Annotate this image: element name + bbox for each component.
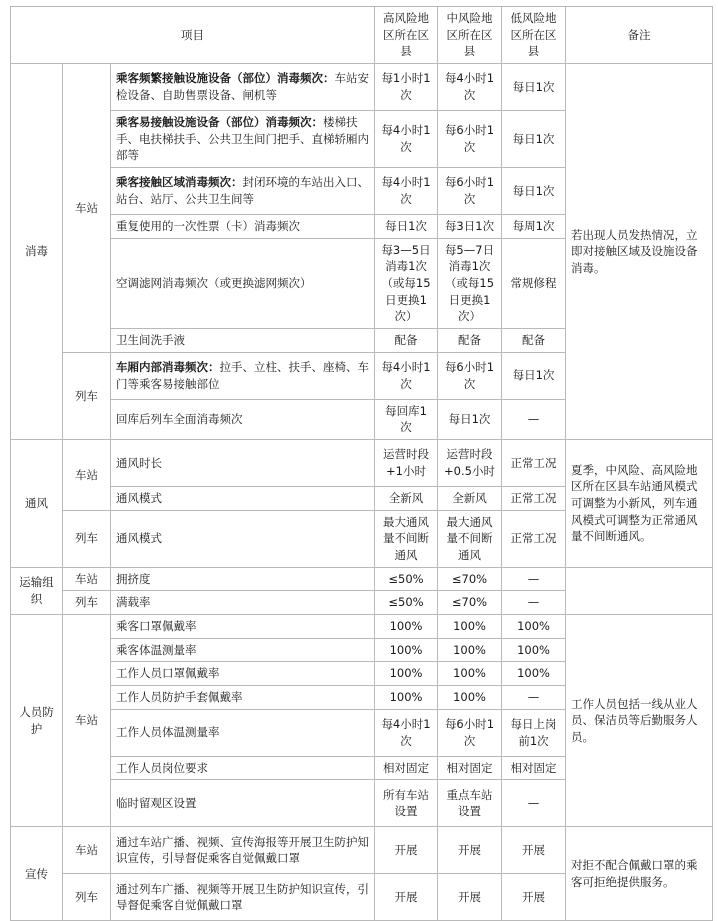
value-cell-mid-risk: 每6小时1次 (438, 709, 502, 756)
item-label-bold: 乘客频繁接触设施设备（部位）消毒频次： (116, 71, 335, 86)
value-cell-mid-risk: 每6小时1次 (438, 111, 502, 168)
item-label-bold: 乘客易接触设施设备（部位）消毒频次： (116, 115, 323, 130)
item-label-text: 工作人员体温测量率 (116, 725, 220, 740)
value-cell-mid-risk: 100% (438, 638, 502, 662)
item-label-text: 通过列车广播、视频等开展卫生防护知识宣传，引导督促乘客自觉佩戴口罩 (116, 881, 369, 913)
value-cell-low-risk: 正常工况 (502, 440, 566, 487)
item-label-text: 重复使用的一次性票（卡）消毒频次 (116, 219, 300, 234)
value-cell-high-risk: 全新风 (375, 487, 438, 511)
item-cell (111, 827, 375, 874)
category-cell-1: 通风 (11, 440, 63, 568)
subgroup-cell: 车站 (63, 615, 111, 827)
value-cell-high-risk: 每日1次 (375, 215, 438, 239)
value-cell-mid-risk: 100% (438, 686, 502, 710)
item-cell (111, 168, 375, 215)
value-cell-mid-risk: ≤70% (438, 591, 502, 615)
column-header-note: 备注 (566, 7, 713, 64)
item-label-bold: 乘客接触区域消毒频次： (116, 175, 243, 190)
value-cell-low-risk: — (502, 780, 566, 827)
value-cell-high-risk: 100% (375, 615, 438, 639)
header-row (11, 7, 713, 64)
item-label-text: 拉手、立柱、扶手、座椅、车门等乘客易接触部位 (116, 360, 369, 391)
item-cell (111, 874, 375, 921)
value-cell-high-risk: 每4小时1次 (375, 709, 438, 756)
value-cell-low-risk: 相对固定 (502, 756, 566, 780)
note-cell: 工作人员包括一线从业人员、保洁员等后勤服务人员。 (566, 615, 713, 827)
value-cell-low-risk: — (502, 686, 566, 710)
subgroup-cell: 车站 (63, 567, 111, 591)
column-header-mid-risk: 中风险地区所在区县 (438, 7, 502, 64)
value-cell-high-risk: 每1小时1次 (375, 64, 438, 111)
item-label-text: 封闭环境的车站出入口、站台、站厅、公共卫生间等 (116, 175, 369, 207)
item-cell (111, 567, 375, 591)
item-label-text: 临时留观区设置 (116, 796, 197, 811)
value-cell-high-risk: 每4小时1次 (375, 352, 438, 399)
epidemic-prevention-table (10, 6, 713, 921)
value-cell-low-risk: 每日1次 (502, 111, 566, 168)
subgroup-cell: 列车 (63, 352, 111, 439)
table-body (11, 64, 713, 921)
category-cell-0: 消毒 (11, 64, 63, 440)
value-cell-mid-risk: 全新风 (438, 487, 502, 511)
category-cell-3: 人员防护 (11, 615, 63, 827)
subgroup-cell: 车站 (63, 64, 111, 353)
item-label-text: 满载率 (116, 595, 151, 610)
category-cell-2: 运输组织 (11, 567, 63, 614)
note-cell: 夏季，中风险、高风险地区所在区县车站通风模式可调整为小新风，列车通风模式可调整为正常通风量不间断通风。 (566, 440, 713, 568)
item-label-text: 车站安检设备、自助售票设备、闸机等 (116, 71, 369, 103)
value-cell-mid-risk: 配备 (438, 329, 502, 353)
subgroup-cell: 车站 (63, 440, 111, 511)
value-cell-mid-risk: 重点车站设置 (438, 780, 502, 827)
value-cell-mid-risk: 每4小时1次 (438, 64, 502, 111)
table-header (11, 7, 713, 64)
value-cell-high-risk: 100% (375, 662, 438, 686)
value-cell-low-risk: 配备 (502, 329, 566, 353)
value-cell-mid-risk: 相对固定 (438, 756, 502, 780)
item-label-text: 通过车站广播、视频、宣传海报等开展卫生防护知识宣传，引导督促乘客自觉佩戴口罩 (116, 834, 369, 866)
note-cell (566, 567, 713, 614)
value-cell-mid-risk: 每日1次 (438, 399, 502, 439)
value-cell-low-risk: 每周1次 (502, 215, 566, 239)
item-label-text: 卫生间洗手液 (116, 333, 185, 348)
item-cell (111, 111, 375, 168)
item-cell (111, 615, 375, 639)
table-row (11, 827, 713, 874)
value-cell-high-risk: 每4小时1次 (375, 111, 438, 168)
item-label-text: 拥挤度 (116, 571, 151, 586)
item-cell (111, 352, 375, 399)
item-label-text: 工作人员口罩佩戴率 (116, 666, 220, 681)
column-header-low-risk: 低风险地区所在区县 (502, 7, 566, 64)
value-cell-mid-risk: 每6小时1次 (438, 168, 502, 215)
value-cell-mid-risk: 每5—7日消毒1次（或每15日更换1次） (438, 238, 502, 328)
item-cell (111, 215, 375, 239)
item-label-text: 工作人员防护手套佩戴率 (116, 690, 243, 705)
item-label-text: 乘客体温测量率 (116, 642, 197, 657)
value-cell-low-risk: — (502, 591, 566, 615)
value-cell-low-risk: 100% (502, 615, 566, 639)
item-label-text: 乘客口罩佩戴率 (116, 619, 197, 634)
table-row (11, 615, 713, 639)
item-cell (111, 64, 375, 111)
value-cell-low-risk: 100% (502, 662, 566, 686)
value-cell-high-risk: 相对固定 (375, 756, 438, 780)
value-cell-high-risk: 每3—5日消毒1次（或每15日更换1次） (375, 238, 438, 328)
value-cell-mid-risk: ≤70% (438, 567, 502, 591)
note-cell: 若出现人员发热情况，立即对接触区域及设施设备消毒。 (566, 64, 713, 440)
value-cell-mid-risk: 开展 (438, 874, 502, 921)
value-cell-mid-risk: 最大通风量不间断通风 (438, 510, 502, 567)
category-cell-4: 宣传 (11, 827, 63, 921)
value-cell-high-risk: 100% (375, 686, 438, 710)
value-cell-low-risk: — (502, 567, 566, 591)
item-cell (111, 238, 375, 328)
value-cell-mid-risk: 每6小时1次 (438, 352, 502, 399)
value-cell-low-risk: 每日1次 (502, 64, 566, 111)
subgroup-cell: 列车 (63, 591, 111, 615)
value-cell-low-risk: — (502, 399, 566, 439)
value-cell-high-risk: 配备 (375, 329, 438, 353)
value-cell-mid-risk: 100% (438, 615, 502, 639)
item-cell (111, 329, 375, 353)
item-cell (111, 440, 375, 487)
item-label-text: 通风时长 (116, 455, 162, 470)
value-cell-low-risk: 每日1次 (502, 168, 566, 215)
item-label-text: 通风模式 (116, 531, 162, 546)
value-cell-high-risk: 每回库1次 (375, 399, 438, 439)
subgroup-cell: 车站 (63, 827, 111, 874)
item-label-text: 工作人员岗位要求 (116, 760, 208, 775)
item-cell (111, 591, 375, 615)
value-cell-low-risk: 开展 (502, 874, 566, 921)
value-cell-high-risk: 所有车站设置 (375, 780, 438, 827)
value-cell-high-risk: 开展 (375, 827, 438, 874)
value-cell-low-risk: 开展 (502, 827, 566, 874)
item-label-bold: 车厢内部消毒频次： (116, 360, 220, 375)
table-row (11, 440, 713, 487)
value-cell-mid-risk: 每3日1次 (438, 215, 502, 239)
value-cell-high-risk: 最大通风量不间断通风 (375, 510, 438, 567)
column-header-high-risk: 高风险地区所在区县 (375, 7, 438, 64)
subgroup-cell: 列车 (63, 874, 111, 921)
value-cell-high-risk: 运营时段+1小时 (375, 440, 438, 487)
item-label-text: 空调滤网消毒频次（或更换滤网频次） (116, 276, 312, 291)
value-cell-high-risk: ≤50% (375, 567, 438, 591)
value-cell-low-risk: 正常工况 (502, 510, 566, 567)
value-cell-low-risk: 正常工况 (502, 487, 566, 511)
value-cell-low-risk: 每日1次 (502, 352, 566, 399)
note-cell: 对拒不配合佩戴口罩的乘客可拒绝提供服务。 (566, 827, 713, 921)
item-cell (111, 686, 375, 710)
column-header-item: 项目 (11, 7, 375, 64)
item-cell (111, 709, 375, 756)
value-cell-mid-risk: 运营时段+0.5小时 (438, 440, 502, 487)
item-label-text: 回库后列车全面消毒频次 (116, 412, 243, 427)
value-cell-mid-risk: 100% (438, 662, 502, 686)
item-cell (111, 780, 375, 827)
value-cell-high-risk: 100% (375, 638, 438, 662)
value-cell-high-risk: 每4小时1次 (375, 168, 438, 215)
item-label-text: 楼梯扶手、电扶梯扶手、公共卫生间门把手、直梯轿厢内部等 (116, 115, 369, 163)
value-cell-high-risk: 开展 (375, 874, 438, 921)
item-cell (111, 638, 375, 662)
item-cell (111, 487, 375, 511)
subgroup-cell: 列车 (63, 510, 111, 567)
value-cell-high-risk: ≤50% (375, 591, 438, 615)
item-cell (111, 510, 375, 567)
value-cell-low-risk: 100% (502, 638, 566, 662)
item-cell (111, 399, 375, 439)
item-cell (111, 756, 375, 780)
item-label-text: 通风模式 (116, 491, 162, 506)
value-cell-low-risk: 每日上岗前1次 (502, 709, 566, 756)
value-cell-mid-risk: 开展 (438, 827, 502, 874)
value-cell-low-risk: 常规修程 (502, 238, 566, 328)
table-row (11, 567, 713, 591)
item-cell (111, 662, 375, 686)
table-row (11, 64, 713, 111)
